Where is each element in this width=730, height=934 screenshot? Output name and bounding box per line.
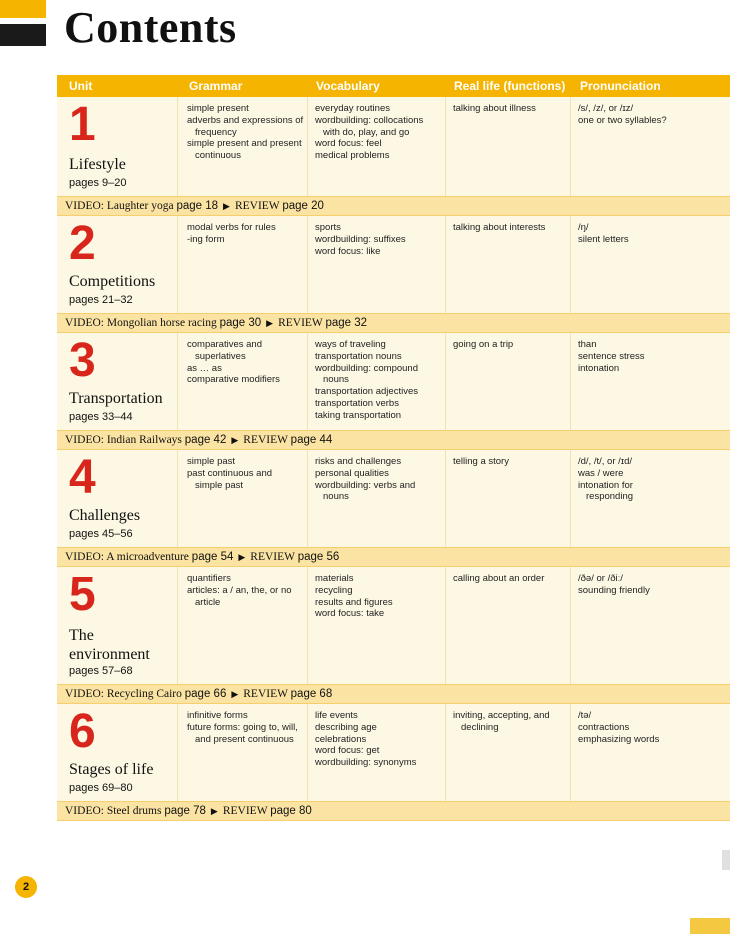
header-grammar: Grammar xyxy=(189,79,243,93)
video-page[interactable]: page 18 xyxy=(176,200,219,212)
review-page[interactable]: page 44 xyxy=(290,434,333,446)
column-divider xyxy=(177,704,178,801)
grammar-item: simple present xyxy=(187,103,249,114)
review-page[interactable]: page 20 xyxy=(282,200,324,212)
vocabulary-item: wordbuilding: verbs and xyxy=(315,479,416,491)
grammar-item: quantifiers xyxy=(187,573,231,584)
real-life-item: inviting, accepting, and xyxy=(453,710,550,721)
unit-number: 4 xyxy=(69,451,96,504)
play-arrow-icon: ▶ xyxy=(231,435,239,445)
header-vocabulary: Vocabulary xyxy=(316,79,380,93)
real-life-item: going on a trip xyxy=(453,339,514,350)
real-life-cell xyxy=(453,103,536,115)
column-divider xyxy=(570,704,571,801)
unit-rows xyxy=(57,97,730,821)
vocabulary-item: wordbuilding: synonyms xyxy=(315,757,417,769)
vocabulary-item: celebrations xyxy=(315,733,367,745)
corner-accent-bar xyxy=(0,24,46,46)
unit-title: Transportation xyxy=(69,390,163,407)
pronunciation-item: intonation xyxy=(578,362,620,374)
grammar-cell xyxy=(187,710,298,745)
video-review-row xyxy=(57,684,730,704)
video-label[interactable]: VIDEO: Recycling Cairo xyxy=(65,688,182,700)
unit-title: Stages of life xyxy=(69,761,154,778)
video-review-row xyxy=(57,313,730,333)
unit-title: Lifestyle xyxy=(69,156,126,173)
video-review-text xyxy=(65,805,312,817)
real-life-item: calling about an order xyxy=(453,573,545,584)
real-life-cell xyxy=(453,573,544,585)
vocabulary-cell xyxy=(315,573,393,620)
grammar-cell xyxy=(187,573,292,608)
unit-number: 1 xyxy=(69,98,96,151)
header-pronunciation: Pronunciation xyxy=(580,79,661,93)
vocabulary-item: word focus: get xyxy=(315,745,380,757)
column-divider xyxy=(177,216,178,313)
column-divider xyxy=(307,567,308,684)
video-label[interactable]: VIDEO: Indian Railways xyxy=(65,434,182,446)
review-label: REVIEW xyxy=(278,317,323,329)
video-label[interactable]: VIDEO: A microadventure xyxy=(65,551,189,563)
grammar-cell xyxy=(187,222,276,246)
column-divider xyxy=(307,704,308,801)
pronunciation-cell xyxy=(578,103,667,127)
grammar-item: article xyxy=(195,596,221,608)
real-life-cell xyxy=(453,222,545,234)
unit-pages: pages 21–32 xyxy=(69,294,133,306)
video-review-text xyxy=(65,688,332,700)
vocabulary-item: word focus: take xyxy=(315,608,385,620)
unit-row xyxy=(57,450,730,547)
video-review-row xyxy=(57,801,730,821)
play-arrow-icon: ▶ xyxy=(238,552,246,562)
vocabulary-item: word focus: like xyxy=(315,245,381,257)
real-life-cell xyxy=(453,456,509,468)
unit-number: 3 xyxy=(69,334,96,387)
unit-number: 5 xyxy=(69,568,96,621)
review-label: REVIEW xyxy=(243,688,288,700)
vocabulary-item: life events xyxy=(315,710,358,721)
column-divider xyxy=(445,567,446,684)
video-review-row xyxy=(57,430,730,450)
play-arrow-icon: ▶ xyxy=(210,806,218,816)
unit-row xyxy=(57,333,730,430)
table-header xyxy=(57,75,730,97)
vocabulary-item: taking transportation xyxy=(315,409,402,421)
video-review-text xyxy=(65,200,324,212)
vocabulary-item: medical problems xyxy=(315,150,390,162)
pronunciation-item: /d/, /t/, or /ɪd/ xyxy=(578,456,633,467)
grammar-item: adverbs and expressions of xyxy=(187,114,304,126)
unit-title-line: The xyxy=(69,627,94,644)
side-tab xyxy=(722,850,730,870)
vocabulary-item: word focus: feel xyxy=(315,138,382,150)
pronunciation-item: /ŋ/ xyxy=(578,222,589,233)
vocabulary-item: recycling xyxy=(315,584,353,596)
grammar-item: future forms: going to, will, xyxy=(187,721,298,733)
pronunciation-item: sounding friendly xyxy=(578,584,650,596)
grammar-item: comparatives and xyxy=(187,339,262,350)
page-title: Contents xyxy=(64,3,237,52)
vocabulary-item: risks and challenges xyxy=(315,456,402,467)
review-label: REVIEW xyxy=(250,551,295,563)
column-divider xyxy=(445,216,446,313)
real-life-item: talking about interests xyxy=(453,222,546,233)
video-label[interactable]: VIDEO: Steel drums xyxy=(65,805,162,817)
grammar-cell xyxy=(187,103,303,162)
video-page[interactable]: page 30 xyxy=(219,317,262,329)
unit-pages: pages 9–20 xyxy=(69,177,127,189)
real-life-item: telling a story xyxy=(453,456,509,467)
grammar-item: simple present and present xyxy=(187,138,302,150)
vocabulary-item: describing age xyxy=(315,721,377,733)
pronunciation-item: /s/, /z/, or /ɪz/ xyxy=(578,103,634,114)
vocabulary-item: wordbuilding: suffixes xyxy=(315,233,406,245)
column-divider xyxy=(570,216,571,313)
column-divider xyxy=(445,97,446,196)
pronunciation-item: intonation for xyxy=(578,479,633,491)
header-real-life: Real life (functions) xyxy=(454,79,566,93)
vocabulary-item: transportation adjectives xyxy=(315,386,418,398)
real-life-item: talking about illness xyxy=(453,103,536,114)
review-label: REVIEW xyxy=(243,434,288,446)
pronunciation-item: one or two syllables? xyxy=(578,114,667,126)
column-divider xyxy=(307,450,308,547)
review-page[interactable]: page 56 xyxy=(297,551,340,563)
real-life-cell xyxy=(453,339,513,351)
grammar-item: superlatives xyxy=(195,350,246,362)
vocabulary-item: transportation verbs xyxy=(315,397,399,409)
pronunciation-cell xyxy=(578,573,650,597)
pronunciation-item: /ðə/ or /ðiː/ xyxy=(578,573,623,584)
column-divider xyxy=(307,216,308,313)
grammar-item: continuous xyxy=(195,150,241,162)
vocabulary-cell xyxy=(315,222,406,257)
unit-row xyxy=(57,567,730,684)
vocabulary-cell xyxy=(315,456,415,503)
video-page[interactable]: page 54 xyxy=(191,551,234,563)
unit-title: Competitions xyxy=(69,273,156,290)
real-life-item: declining xyxy=(461,721,499,733)
column-divider xyxy=(570,97,571,196)
review-label: REVIEW xyxy=(222,805,268,817)
review-page[interactable]: page 68 xyxy=(290,688,333,700)
pronunciation-cell xyxy=(578,222,629,246)
column-divider xyxy=(177,567,178,684)
video-review-text xyxy=(65,317,367,329)
video-review-row xyxy=(57,196,730,216)
grammar-item: comparative modifiers xyxy=(187,374,280,386)
column-divider xyxy=(570,450,571,547)
contents-table xyxy=(57,75,730,821)
column-divider xyxy=(445,704,446,801)
video-page[interactable]: page 66 xyxy=(184,688,227,700)
pronunciation-item: silent letters xyxy=(578,233,629,245)
grammar-item: past continuous and xyxy=(187,467,273,479)
play-arrow-icon: ▶ xyxy=(266,318,274,328)
pronunciation-item: sentence stress xyxy=(578,350,645,362)
video-review-text xyxy=(65,434,332,446)
review-label: REVIEW xyxy=(234,200,280,212)
column-divider xyxy=(570,567,571,684)
pronunciation-cell xyxy=(578,710,659,745)
grammar-item: frequency xyxy=(195,126,237,138)
pronunciation-item: /tə/ xyxy=(578,710,592,721)
grammar-item: as … as xyxy=(187,362,222,374)
grammar-item: -ing form xyxy=(187,233,225,245)
grammar-cell xyxy=(187,339,280,386)
review-page[interactable]: page 32 xyxy=(325,317,368,329)
real-life-cell xyxy=(453,710,550,734)
column-divider xyxy=(177,333,178,430)
pronunciation-item: contractions xyxy=(578,721,630,733)
video-review-row xyxy=(57,547,730,567)
video-review-text xyxy=(65,551,339,563)
column-divider xyxy=(307,97,308,196)
unit-pages: pages 33–44 xyxy=(69,411,133,423)
pronunciation-item: responding xyxy=(586,491,634,503)
vocabulary-item: with do, play, and go xyxy=(323,126,410,138)
vocabulary-item: nouns xyxy=(323,491,349,503)
grammar-item: simple past xyxy=(187,456,236,467)
vocabulary-item: materials xyxy=(315,573,354,584)
vocabulary-item: sports xyxy=(315,222,341,233)
pronunciation-item: emphasizing words xyxy=(578,733,660,745)
vocabulary-item: wordbuilding: compound xyxy=(315,362,418,374)
grammar-item: infinitive forms xyxy=(187,710,248,721)
unit-title: Challenges xyxy=(69,507,141,524)
column-divider xyxy=(445,333,446,430)
grammar-item: and present continuous xyxy=(195,733,294,745)
column-divider xyxy=(445,450,446,547)
unit-number: 2 xyxy=(69,217,96,270)
unit-row xyxy=(57,97,730,196)
page-number: 2 xyxy=(15,876,37,898)
header-unit: Unit xyxy=(69,79,93,93)
vocabulary-item: nouns xyxy=(323,374,349,386)
grammar-item: modal verbs for rules xyxy=(187,222,276,233)
unit-pages: pages 57–68 xyxy=(69,665,133,677)
video-label[interactable]: VIDEO: Mongolian horse racing xyxy=(65,317,217,329)
play-arrow-icon: ▶ xyxy=(231,689,239,699)
vocabulary-cell xyxy=(315,103,423,162)
video-label[interactable]: VIDEO: Laughter yoga xyxy=(65,200,174,212)
vocabulary-item: ways of traveling xyxy=(315,339,386,350)
video-page[interactable]: page 78 xyxy=(164,805,206,817)
grammar-cell xyxy=(187,456,272,491)
vocabulary-item: personal qualities xyxy=(315,467,389,479)
pronunciation-item: was / were xyxy=(578,467,624,479)
bottom-tab xyxy=(690,918,730,934)
pronunciation-cell xyxy=(578,456,633,503)
vocabulary-cell xyxy=(315,710,416,769)
grammar-item: simple past xyxy=(195,479,244,491)
unit-title-line: environment xyxy=(69,646,150,663)
column-divider xyxy=(307,333,308,430)
vocabulary-item: transportation nouns xyxy=(315,350,402,362)
pronunciation-item: than xyxy=(578,339,597,350)
grammar-item: articles: a / an, the, or no xyxy=(187,584,292,596)
play-arrow-icon: ▶ xyxy=(223,201,230,211)
unit-number: 6 xyxy=(69,705,96,758)
unit-pages: pages 69–80 xyxy=(69,782,133,794)
video-page[interactable]: page 42 xyxy=(184,434,227,446)
vocabulary-item: results and figures xyxy=(315,596,393,608)
column-divider xyxy=(177,97,178,196)
column-divider xyxy=(177,450,178,547)
review-page[interactable]: page 80 xyxy=(270,805,312,817)
corner-accent-box xyxy=(0,0,46,18)
unit-row xyxy=(57,216,730,313)
unit-pages: pages 45–56 xyxy=(69,528,133,540)
pronunciation-cell xyxy=(578,339,645,374)
vocabulary-item: wordbuilding: collocations xyxy=(315,114,424,126)
vocabulary-item: everyday routines xyxy=(315,103,390,114)
vocabulary-cell xyxy=(315,339,418,422)
column-divider xyxy=(570,333,571,430)
unit-row xyxy=(57,704,730,801)
